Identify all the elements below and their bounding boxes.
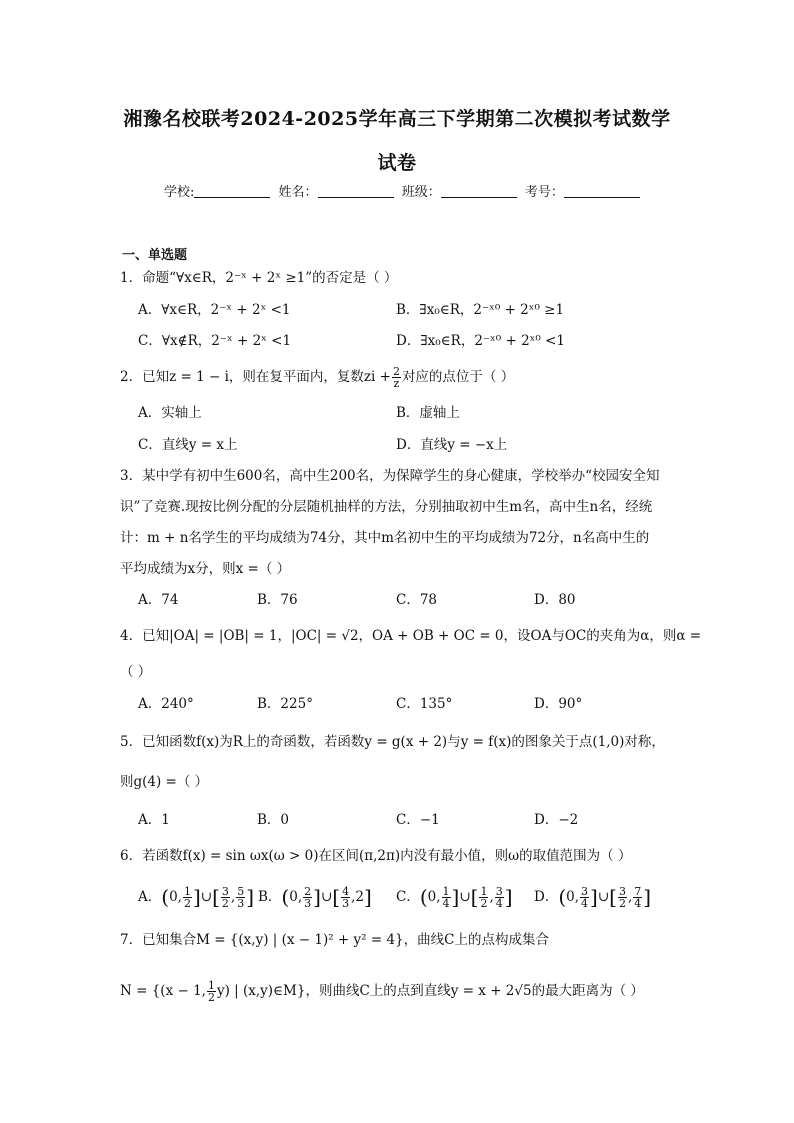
option-label: D． bbox=[534, 889, 559, 905]
question-2-stem bbox=[120, 366, 514, 389]
question-1-option-d[interactable]: D．∃x₀∈R，2⁻ˣ⁰ + 2ˣ⁰ <1 bbox=[396, 333, 565, 349]
question-5-option-c[interactable]: C．−1 bbox=[396, 812, 440, 828]
question-2-option-b[interactable]: B．虚轴上 bbox=[396, 405, 460, 421]
school-blank[interactable] bbox=[194, 185, 270, 198]
fraction-numerator: 7 bbox=[634, 885, 642, 898]
question-5-line2: 则g(4) =（ ） bbox=[120, 774, 209, 790]
exam-title: 湘豫名校联考2024-2025学年高三下学期第二次模拟考试数学 bbox=[123, 108, 671, 130]
question-7-line1: 7．已知集合M = {(x,y) | (x − 1)² + y² = 4}，曲线C上的点构成集合 bbox=[120, 932, 549, 948]
fraction-numerator: 3 bbox=[495, 885, 503, 898]
union-symbol: ∪ bbox=[597, 889, 610, 905]
question-3-line1: 3．某中学有初中生600名，高中生200名，为保障学生的身心健康，学校举办“校园安全知 bbox=[120, 468, 660, 484]
id-label: 考号： bbox=[524, 185, 564, 200]
question-4-option-c[interactable]: C．135° bbox=[396, 696, 453, 712]
question-4-option-a[interactable]: A．240° bbox=[138, 696, 194, 712]
fraction-denominator: 2 bbox=[221, 897, 229, 910]
fraction-denominator: 4 bbox=[581, 897, 589, 910]
question-5-option-a[interactable]: A．1 bbox=[138, 812, 170, 828]
option-label: C． bbox=[396, 889, 420, 905]
fraction-denominator: 2 bbox=[480, 897, 488, 910]
name-blank[interactable] bbox=[318, 185, 394, 198]
fraction-numerator: 1 bbox=[183, 885, 191, 898]
fraction-denominator: 4 bbox=[495, 897, 503, 910]
question-4-line2: （ ） bbox=[120, 664, 152, 680]
question-7-line2-part1: N = {(x − 1, bbox=[120, 983, 206, 999]
comma: , bbox=[230, 889, 236, 905]
fraction-denominator: 3 bbox=[304, 897, 312, 910]
question-5-line1: 5．已知函数f(x)为R上的奇函数，若函数y = g(x + 2)与y = f(x)的图象关于点(1,0)对称， bbox=[120, 734, 665, 750]
question-7-line2 bbox=[120, 980, 644, 1003]
question-4-line1: 4．已知|OA| = |OB| = 1，|OC| = √2，OA + OB + OC = 0，设OA与OC的夹角为α，则α = bbox=[120, 628, 702, 644]
question-1-stem: 1．命题“∀x∈R，2⁻ˣ + 2ˣ ≥1”的否定是（ ） bbox=[120, 270, 398, 286]
question-5-option-d[interactable]: D．−2 bbox=[534, 812, 579, 828]
fraction-denominator: 3 bbox=[342, 897, 350, 910]
exam-title-line2: 试卷 bbox=[377, 152, 417, 174]
union-symbol: ∪ bbox=[459, 889, 471, 905]
interval-start: 0, bbox=[427, 889, 441, 905]
question-6-option-b[interactable]: B．(0, $\frac{2}{3}$ ]∪[ $\frac{4}{3}$ ,2] bbox=[258, 885, 372, 910]
option-label: A． bbox=[138, 889, 162, 905]
interval-start: 0, bbox=[169, 889, 182, 905]
fraction-numerator: 3 bbox=[221, 885, 229, 898]
question-3-option-a[interactable]: A．74 bbox=[138, 592, 179, 608]
fraction-denominator: 2 bbox=[207, 991, 215, 1004]
fraction-numerator: 2 bbox=[392, 365, 400, 378]
fraction-denominator: 3 bbox=[237, 897, 245, 910]
question-3-option-c[interactable]: C．78 bbox=[396, 592, 438, 608]
question-6-option-c[interactable]: C．(0, $\frac{1}{4}$ ]∪[ $\frac{1}{2}$ , $\frac{3}{4}$ ] bbox=[396, 885, 513, 910]
comma: , bbox=[489, 889, 494, 905]
question-3-line3: 计：m + n名学生的平均成绩为74分，其中m名初中生的平均成绩为72分，n名高中生的 bbox=[120, 530, 650, 546]
fraction-denominator: 4 bbox=[442, 897, 450, 910]
question-6-stem: 6．若函数f(x) = sin ωx(ω > 0)在区间(π,2π)内没有最小值，则ω的取值范围为（ ） bbox=[120, 848, 632, 864]
question-6-option-d[interactable]: D．(0, $\frac{3}{4}$ ]∪[ $\frac{3}{2}$ , $\frac{7}{4}$ ] bbox=[534, 885, 652, 910]
question-6-option-a[interactable]: A．(0, $\frac{1}{2}$ ]∪[ $\frac{3}{2}$ , $\frac{5}{3}$ ] bbox=[138, 885, 254, 910]
fraction-denominator: z bbox=[393, 377, 400, 390]
school-label: 学校: bbox=[164, 185, 195, 200]
fraction-numerator: 1 bbox=[207, 979, 215, 992]
comma: , bbox=[627, 889, 633, 905]
student-info-line bbox=[164, 181, 644, 200]
option-label: B． bbox=[258, 889, 282, 905]
question-3-option-b[interactable]: B．76 bbox=[257, 592, 298, 608]
id-blank[interactable] bbox=[564, 185, 640, 198]
name-label: 姓名： bbox=[278, 185, 318, 200]
class-blank[interactable] bbox=[441, 185, 517, 198]
question-2-option-a[interactable]: A．实轴上 bbox=[138, 405, 202, 421]
question-5-option-b[interactable]: B．0 bbox=[257, 812, 290, 828]
question-7-line2-part2: y) | (x,y)∈M}，则曲线C上的点到直线y = x + 2√5的最大距离为（ ） bbox=[216, 983, 644, 999]
union-symbol: ∪ bbox=[320, 889, 333, 905]
union-symbol: ∪ bbox=[200, 889, 213, 905]
fraction-numerator: 3 bbox=[581, 885, 589, 898]
question-2-stem-part2: 对应的点位于（ ） bbox=[401, 369, 515, 385]
fraction-numerator: 4 bbox=[342, 885, 350, 898]
question-2-fraction bbox=[392, 366, 401, 389]
interval-start: 0, bbox=[566, 889, 580, 905]
question-1-option-c[interactable]: C．∀x∉R，2⁻ˣ + 2ˣ <1 bbox=[138, 333, 292, 349]
fraction-numerator: 2 bbox=[304, 885, 312, 898]
question-4-option-b[interactable]: B．225° bbox=[257, 696, 313, 712]
fraction-numerator: 1 bbox=[442, 885, 450, 898]
question-3-option-d[interactable]: D．80 bbox=[534, 592, 576, 608]
question-2-option-d[interactable]: D．直线y = −x上 bbox=[396, 437, 508, 453]
fraction-denominator: 2 bbox=[183, 897, 191, 910]
fraction-denominator: 2 bbox=[618, 897, 626, 910]
question-2-option-c[interactable]: C．直线y = x上 bbox=[138, 437, 238, 453]
question-3-line2: 识”了竞赛.现按比例分配的分层随机抽样的方法，分别抽取初中生m名，高中生n名，经统 bbox=[120, 499, 653, 515]
interval-end: ,2 bbox=[351, 889, 364, 905]
class-label: 班级： bbox=[401, 185, 441, 200]
question-3-line4: 平均成绩为x分，则x =（ ） bbox=[120, 561, 291, 577]
interval-start: 0, bbox=[289, 889, 303, 905]
question-1-option-b[interactable]: B．∃x₀∈R，2⁻ˣ⁰ + 2ˣ⁰ ≥1 bbox=[396, 302, 565, 318]
fraction-denominator: 4 bbox=[634, 897, 642, 910]
section-title: 一、单选题 bbox=[122, 248, 188, 263]
question-4-option-d[interactable]: D．90° bbox=[534, 696, 583, 712]
question-1-option-a[interactable]: A．∀x∈R，2⁻ˣ + 2ˣ <1 bbox=[138, 302, 291, 318]
fraction-numerator: 3 bbox=[618, 885, 626, 898]
question-2-stem-part1: 2．已知z = 1 − i，则在复平面内，复数zi + bbox=[120, 369, 391, 385]
question-7-fraction bbox=[207, 980, 216, 1003]
fraction-numerator: 1 bbox=[480, 885, 488, 898]
fraction-numerator: 5 bbox=[237, 885, 245, 898]
